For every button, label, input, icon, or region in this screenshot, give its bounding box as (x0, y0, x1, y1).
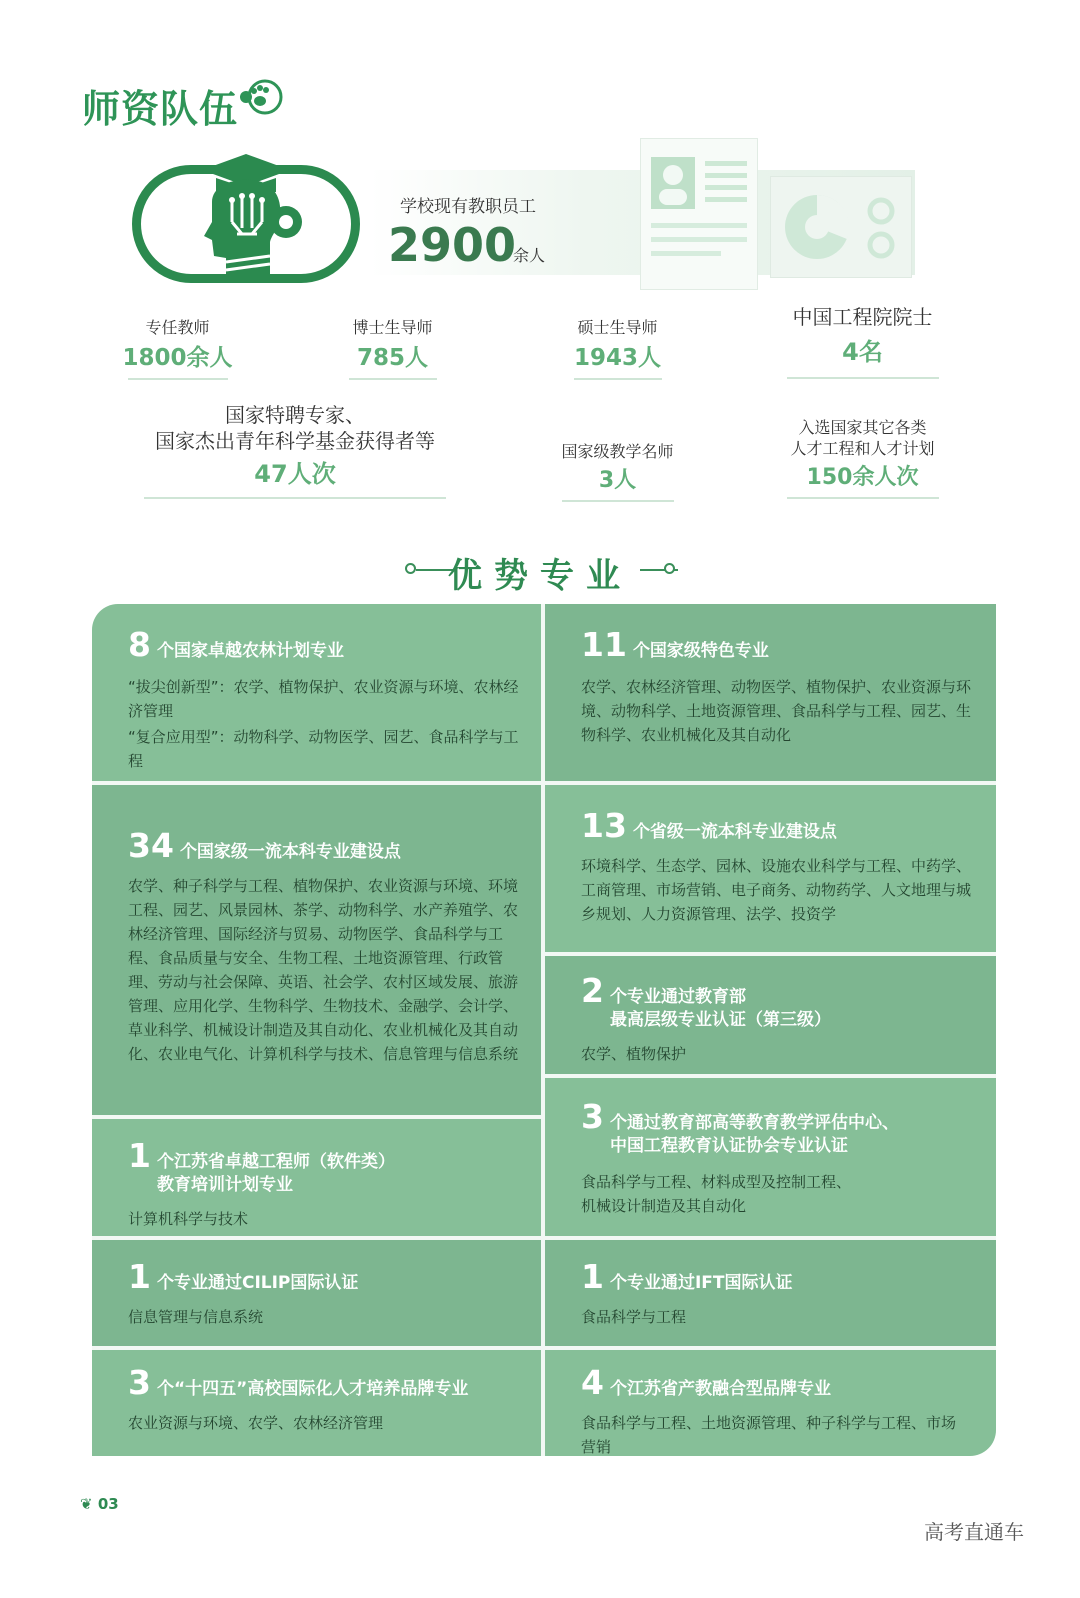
card-title-line1: 个专业通过教育部 (609, 987, 746, 1007)
heading-deco-dot-right (664, 563, 675, 574)
stat-label-line2: 人才工程和人才计划 (790, 438, 935, 458)
stat-value: 3人 (598, 467, 637, 493)
stat-academicians (770, 304, 955, 379)
card-title: 个国家级特色专业 (632, 641, 769, 661)
card-body-line: 农学、农林经济管理、动物医学、植物保护、农业资源与环境、动物科学、土地资源管理、食品科学与工程、园艺、生物科学、农业机械化及其自动化 (581, 677, 972, 744)
card-engineering-accreditation (545, 1078, 996, 1236)
card-ift (545, 1240, 996, 1346)
stat-underline (562, 500, 674, 502)
card-title-line2: 中国工程教育认证协会专业认证 (609, 1135, 848, 1156)
stat-label: 专任教师 (145, 318, 210, 337)
card-body-line: 农学、植物保护 (581, 1044, 687, 1063)
card-body-line: 食品科学与工程 (581, 1307, 687, 1326)
stat-phd-supervisors (325, 318, 460, 380)
head-with-circuit-icon (182, 150, 310, 290)
leaf-icon: ❦ (80, 1495, 93, 1513)
card-body-line: “复合应用型”：动物科学、动物医学、园艺、食品科学与工程 (128, 727, 519, 770)
card-title: 个省级一流本科专业建设点 (632, 822, 837, 842)
watermark: 高考直通车 (924, 1520, 1024, 1544)
card-title (157, 1151, 395, 1197)
card-body-line: 机械设计制造及其自动化 (581, 1196, 747, 1215)
stat-underline (787, 497, 939, 499)
stat-underline (144, 497, 446, 499)
stat-label-line1: 入选国家其它各类 (798, 418, 927, 437)
card-national-first-class (92, 785, 541, 1115)
stat-label: 博士生导师 (352, 318, 433, 337)
stat-value: 150余人次 (806, 464, 919, 490)
section-title: 师资队伍 (82, 87, 239, 131)
stat-label: 国家级教学名师 (561, 442, 674, 461)
stat-label: 硕士生导师 (577, 318, 658, 337)
page-number-text: 03 (97, 1495, 119, 1513)
stat-value: 4名 (842, 338, 883, 366)
card-number: 1 (581, 1257, 604, 1296)
card-title: 个国家级一流本科专业建设点 (179, 842, 401, 862)
card-body-line: 信息管理与信息系统 (128, 1307, 264, 1326)
hero-caption: 学校现有教职员工 (400, 197, 536, 217)
card-body-line: 计算机科学与技术 (128, 1209, 249, 1228)
card-title: 个国家卓越农林计划专业 (156, 641, 344, 661)
card-cilip (92, 1240, 541, 1346)
hero-unit: 余人 (513, 246, 546, 265)
card-body-line: 食品科学与工程、材料成型及控制工程、 (581, 1172, 852, 1191)
card-top-level-accreditation (545, 956, 996, 1074)
card-body-line: 农学、种子科学与工程、植物保护、农业资源与环境、环境工程、园艺、风景园林、茶学、动物科学、水产养殖学、农林经济管理、国际经济与贸易、动物医学、食品科学与工程、食品质量与安全、生物工程、土地资源管理、行政管理、劳动与社会保障、英语、社会学、农村区域发展、旅游管理、应用化学、生物科学、生物技术、金融学、会计学、草业科学、机械设计制造及其自动化、农业机械化及其自动化、农业电气化、计算机科学与技术、信息管理与信息系统 (128, 876, 519, 1063)
card-excellence-agri-forestry (92, 604, 541, 781)
card-number: 8 (128, 625, 151, 664)
card-excellent-engineer (92, 1119, 541, 1236)
card-number: 11 (581, 625, 627, 664)
card-body-line: “拔尖创新型”：农学、植物保护、农业资源与环境、农林经济管理 (128, 677, 519, 720)
stat-teaching-masters (545, 442, 690, 502)
profile-card-icon (641, 139, 757, 289)
card-title (610, 1112, 899, 1158)
card-number: 1 (128, 1257, 151, 1296)
card-title-line1: 个通过教育部高等教育教学评估中心、 (609, 1113, 899, 1133)
card-number: 4 (581, 1363, 604, 1402)
card-provincial-first-class (545, 785, 996, 952)
card-number: 34 (128, 826, 174, 865)
card-internationalization (92, 1350, 541, 1456)
card-body-line: 农业资源与环境、农学、农林经济管理 (128, 1413, 384, 1432)
stat-talent-programs (770, 418, 955, 499)
card-title: 个江苏省产教融合型品牌专业 (609, 1379, 831, 1399)
card-title-line2: 教育培训计划专业 (156, 1174, 293, 1195)
paw-icon (238, 78, 288, 116)
card-number: 2 (581, 971, 604, 1010)
card-title-line1: 个江苏省卓越工程师（软件类） (156, 1152, 395, 1172)
stat-master-supervisors (550, 318, 685, 380)
stat-full-time-teachers (110, 318, 245, 380)
stat-value: 1943人 (573, 344, 661, 371)
card-title: 个“十四五”高校国际化人才培养品牌专业 (156, 1379, 469, 1399)
card-number: 1 (128, 1136, 151, 1175)
stat-label-line1: 国家特聘专家、 (225, 403, 365, 427)
stat-underline (349, 378, 437, 380)
card-number: 13 (581, 806, 627, 845)
stat-value: 1800余人 (122, 344, 233, 371)
chart-card-illustration (770, 176, 912, 278)
stat-underline (574, 378, 662, 380)
card-body-line: 环境科学、生态学、园林、设施农业科学与工程、中药学、工商管理、市场营销、电子商务、动物药学、人文地理与城乡规划、人力资源管理、法学、投资学 (581, 856, 972, 923)
stat-national-experts (130, 402, 460, 499)
card-national-featured (545, 604, 996, 781)
profile-card-illustration (640, 138, 758, 290)
hero-number: 2900 (388, 218, 517, 272)
card-number: 3 (128, 1363, 151, 1402)
card-title-line2: 最高层级专业认证（第三级） (609, 1009, 831, 1030)
card-number: 3 (581, 1097, 604, 1136)
card-title: 个专业通过IFT国际认证 (609, 1273, 793, 1293)
majors-grid (92, 604, 996, 1456)
card-title: 个专业通过CILIP国际认证 (156, 1273, 359, 1293)
card-title (610, 986, 831, 1032)
majors-heading: 优势专业 (448, 556, 632, 596)
stat-underline (787, 377, 939, 379)
stat-value: 47人次 (254, 460, 336, 488)
stat-label-line2: 国家杰出青年科学基金获得者等 (155, 429, 435, 453)
card-body-line: 食品科学与工程、土地资源管理、种子科学与工程、市场营销 (581, 1413, 957, 1456)
page-number (80, 1495, 119, 1513)
pie-chart-icon (771, 177, 911, 277)
stat-underline (128, 378, 228, 380)
card-industry-education (545, 1350, 996, 1456)
stat-value: 785人 (356, 344, 428, 371)
stat-label: 中国工程院院士 (792, 305, 933, 329)
